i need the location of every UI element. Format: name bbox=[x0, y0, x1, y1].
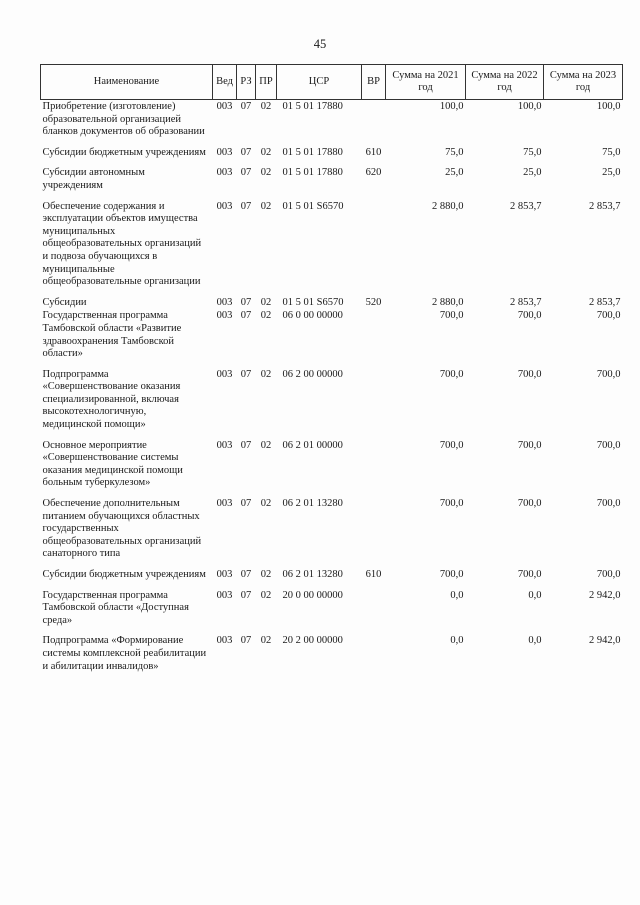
table-row bbox=[41, 309, 623, 360]
row-sum-2022: 2 853,7 bbox=[510, 296, 542, 308]
row-sum-2022: 700,0 bbox=[517, 498, 542, 510]
row-name: Основное мероприятие «Совершенствование системы оказания медицинской помощи больным туберкулезом» bbox=[42, 439, 183, 489]
row-name: Субсидии автономным учреждениям bbox=[42, 167, 145, 191]
row-rz: 07 bbox=[240, 310, 252, 322]
row-pr: 02 bbox=[260, 498, 272, 510]
row-sum-2022: 700,0 bbox=[517, 439, 542, 451]
row-rz: 07 bbox=[240, 368, 252, 380]
row-csr: 06 2 01 13280 bbox=[282, 569, 343, 580]
row-pr: 02 bbox=[260, 200, 272, 212]
row-ved: 003 bbox=[216, 589, 233, 601]
header-sum-2022: Сумма на 2022 год bbox=[466, 65, 544, 100]
table-row bbox=[41, 289, 623, 310]
row-sum-2023: 700,0 bbox=[596, 498, 621, 510]
row-sum-2023: 2 853,7 bbox=[589, 296, 621, 308]
row-ved: 003 bbox=[216, 167, 233, 179]
row-ved: 003 bbox=[216, 310, 233, 322]
row-vr bbox=[362, 193, 386, 289]
row-csr: 06 2 01 13280 bbox=[282, 498, 343, 510]
table-row bbox=[41, 361, 623, 432]
row-csr: 01 5 01 S6570 bbox=[282, 296, 344, 308]
row-sum-2023: 2 942,0 bbox=[589, 635, 621, 647]
row-csr: 01 5 01 17880 bbox=[282, 146, 343, 158]
header-sum-2021: Сумма на 2021 год bbox=[386, 65, 466, 100]
row-sum-2021: 0,0 bbox=[450, 589, 464, 601]
row-csr: 01 5 01 S6570 bbox=[282, 200, 344, 212]
row-csr: 06 2 00 00000 bbox=[282, 368, 343, 380]
row-vr bbox=[362, 100, 386, 139]
table-row bbox=[41, 432, 623, 490]
row-sum-2022: 700,0 bbox=[517, 310, 542, 322]
row-sum-2021: 700,0 bbox=[439, 569, 464, 580]
row-rz: 07 bbox=[240, 498, 252, 510]
row-vr: 610 bbox=[365, 569, 382, 580]
table-row bbox=[41, 561, 623, 582]
row-csr: 06 2 01 00000 bbox=[282, 439, 343, 451]
row-vr: 610 bbox=[365, 146, 382, 158]
header-name: Наименование bbox=[41, 65, 213, 100]
row-pr: 02 bbox=[260, 368, 272, 380]
header-vr: ВР bbox=[362, 65, 386, 100]
row-sum-2021: 700,0 bbox=[439, 310, 464, 322]
row-name: Обеспечение содержания и эксплуатации объектов имущества муниципальных общеобразовательных организаций и подвоза обучающихся в муниципальные общеобразовательные организации bbox=[42, 200, 202, 288]
table-row bbox=[41, 159, 623, 192]
row-name: Субсидии бюджетным учреждениям bbox=[42, 569, 206, 580]
row-sum-2023: 25,0 bbox=[602, 167, 621, 179]
row-csr: 01 5 01 17880 bbox=[282, 167, 343, 179]
row-vr bbox=[362, 309, 386, 360]
row-sum-2023: 700,0 bbox=[596, 368, 621, 380]
row-ved: 003 bbox=[216, 498, 233, 510]
row-sum-2021: 25,0 bbox=[445, 167, 464, 179]
row-rz: 07 bbox=[240, 167, 252, 179]
row-pr: 02 bbox=[260, 589, 272, 601]
row-sum-2022: 25,0 bbox=[523, 167, 542, 179]
row-rz: 07 bbox=[240, 589, 252, 601]
row-rz: 07 bbox=[240, 635, 252, 647]
row-csr: 01 5 01 17880 bbox=[282, 101, 343, 112]
row-sum-2021: 2 880,0 bbox=[432, 200, 464, 212]
row-sum-2022: 100,0 bbox=[517, 101, 542, 112]
row-sum-2022: 0,0 bbox=[528, 589, 542, 601]
table-row bbox=[41, 139, 623, 160]
row-rz: 07 bbox=[240, 146, 252, 158]
row-vr bbox=[362, 582, 386, 628]
row-name: Субсидии bbox=[42, 296, 87, 308]
row-sum-2023: 700,0 bbox=[596, 569, 621, 580]
row-sum-2022: 0,0 bbox=[528, 635, 542, 647]
row-vr bbox=[362, 361, 386, 432]
row-ved: 003 bbox=[216, 101, 233, 112]
row-pr: 02 bbox=[260, 296, 272, 308]
row-pr: 02 bbox=[260, 635, 272, 647]
row-ved: 003 bbox=[216, 146, 233, 158]
row-rz: 07 bbox=[240, 439, 252, 451]
table-header bbox=[41, 65, 623, 100]
row-sum-2023: 75,0 bbox=[602, 146, 621, 158]
row-name: Подпрограмма «Формирование системы комплексной реабилитации и абилитации инвалидов» bbox=[42, 635, 207, 672]
row-name: Обеспечение дополнительным питанием обучающихся областных государственных общеобразовательных организаций санаторного типа bbox=[42, 498, 202, 560]
table-body bbox=[41, 100, 623, 674]
row-rz: 07 bbox=[240, 101, 252, 112]
row-pr: 02 bbox=[260, 310, 272, 322]
table-row bbox=[41, 490, 623, 561]
row-vr bbox=[362, 432, 386, 490]
row-rz: 07 bbox=[240, 296, 252, 308]
header-csr: ЦСР bbox=[277, 65, 362, 100]
row-ved: 003 bbox=[216, 368, 233, 380]
row-pr: 02 bbox=[260, 439, 272, 451]
row-sum-2023: 2 853,7 bbox=[589, 200, 621, 212]
table-row bbox=[41, 627, 623, 673]
row-ved: 003 bbox=[216, 200, 233, 212]
row-name: Подпрограмма «Совершенствование оказания специализированной, включая высокотехнологичную, медицинской помощи» bbox=[42, 368, 181, 431]
row-vr bbox=[362, 627, 386, 673]
row-csr: 20 0 00 00000 bbox=[282, 589, 343, 601]
row-vr: 620 bbox=[365, 167, 382, 179]
row-sum-2021: 700,0 bbox=[439, 368, 464, 380]
header-ved: Вед bbox=[213, 65, 237, 100]
row-sum-2022: 700,0 bbox=[517, 569, 542, 580]
row-pr: 02 bbox=[260, 569, 272, 580]
row-sum-2021: 100,0 bbox=[439, 101, 464, 112]
row-ved: 003 bbox=[216, 569, 233, 580]
row-ved: 003 bbox=[216, 296, 233, 308]
row-sum-2023: 2 942,0 bbox=[589, 589, 621, 601]
row-sum-2021: 700,0 bbox=[439, 439, 464, 451]
row-ved: 003 bbox=[216, 635, 233, 647]
header-sum-2023: Сумма на 2023 год bbox=[544, 65, 623, 100]
row-sum-2021: 75,0 bbox=[445, 146, 464, 158]
row-rz: 07 bbox=[240, 200, 252, 212]
header-pr: ПР bbox=[256, 65, 277, 100]
row-vr bbox=[362, 490, 386, 561]
row-rz: 07 bbox=[240, 569, 252, 580]
header-rz: РЗ bbox=[237, 65, 256, 100]
row-csr: 06 0 00 00000 bbox=[282, 310, 343, 322]
row-sum-2022: 2 853,7 bbox=[510, 200, 542, 212]
row-name: Государственная программа Тамбовской области «Развитие здравоохранения Тамбовской области» bbox=[42, 310, 182, 360]
row-name: Приобретение (изготовление) образовательной организацией бланков документов об образовании bbox=[42, 101, 205, 138]
budget-table bbox=[40, 64, 623, 673]
row-sum-2021: 2 880,0 bbox=[432, 296, 464, 308]
table-row bbox=[41, 100, 623, 139]
row-ved: 003 bbox=[216, 439, 233, 451]
row-name: Субсидии бюджетным учреждениям bbox=[42, 146, 206, 158]
row-pr: 02 bbox=[260, 146, 272, 158]
table-row bbox=[41, 193, 623, 289]
row-vr: 520 bbox=[365, 296, 382, 308]
row-sum-2023: 700,0 bbox=[596, 310, 621, 322]
row-sum-2021: 0,0 bbox=[450, 635, 464, 647]
page-number: 45 bbox=[313, 37, 327, 51]
row-sum-2021: 700,0 bbox=[439, 498, 464, 510]
row-pr: 02 bbox=[260, 167, 272, 179]
row-pr: 02 bbox=[260, 101, 272, 112]
row-sum-2023: 700,0 bbox=[596, 439, 621, 451]
row-name: Государственная программа Тамбовской области «Доступная среда» bbox=[42, 589, 189, 626]
row-sum-2022: 75,0 bbox=[523, 146, 542, 158]
table-row bbox=[41, 582, 623, 628]
row-sum-2022: 700,0 bbox=[517, 368, 542, 380]
row-csr: 20 2 00 00000 bbox=[282, 635, 343, 647]
row-sum-2023: 100,0 bbox=[596, 101, 621, 112]
